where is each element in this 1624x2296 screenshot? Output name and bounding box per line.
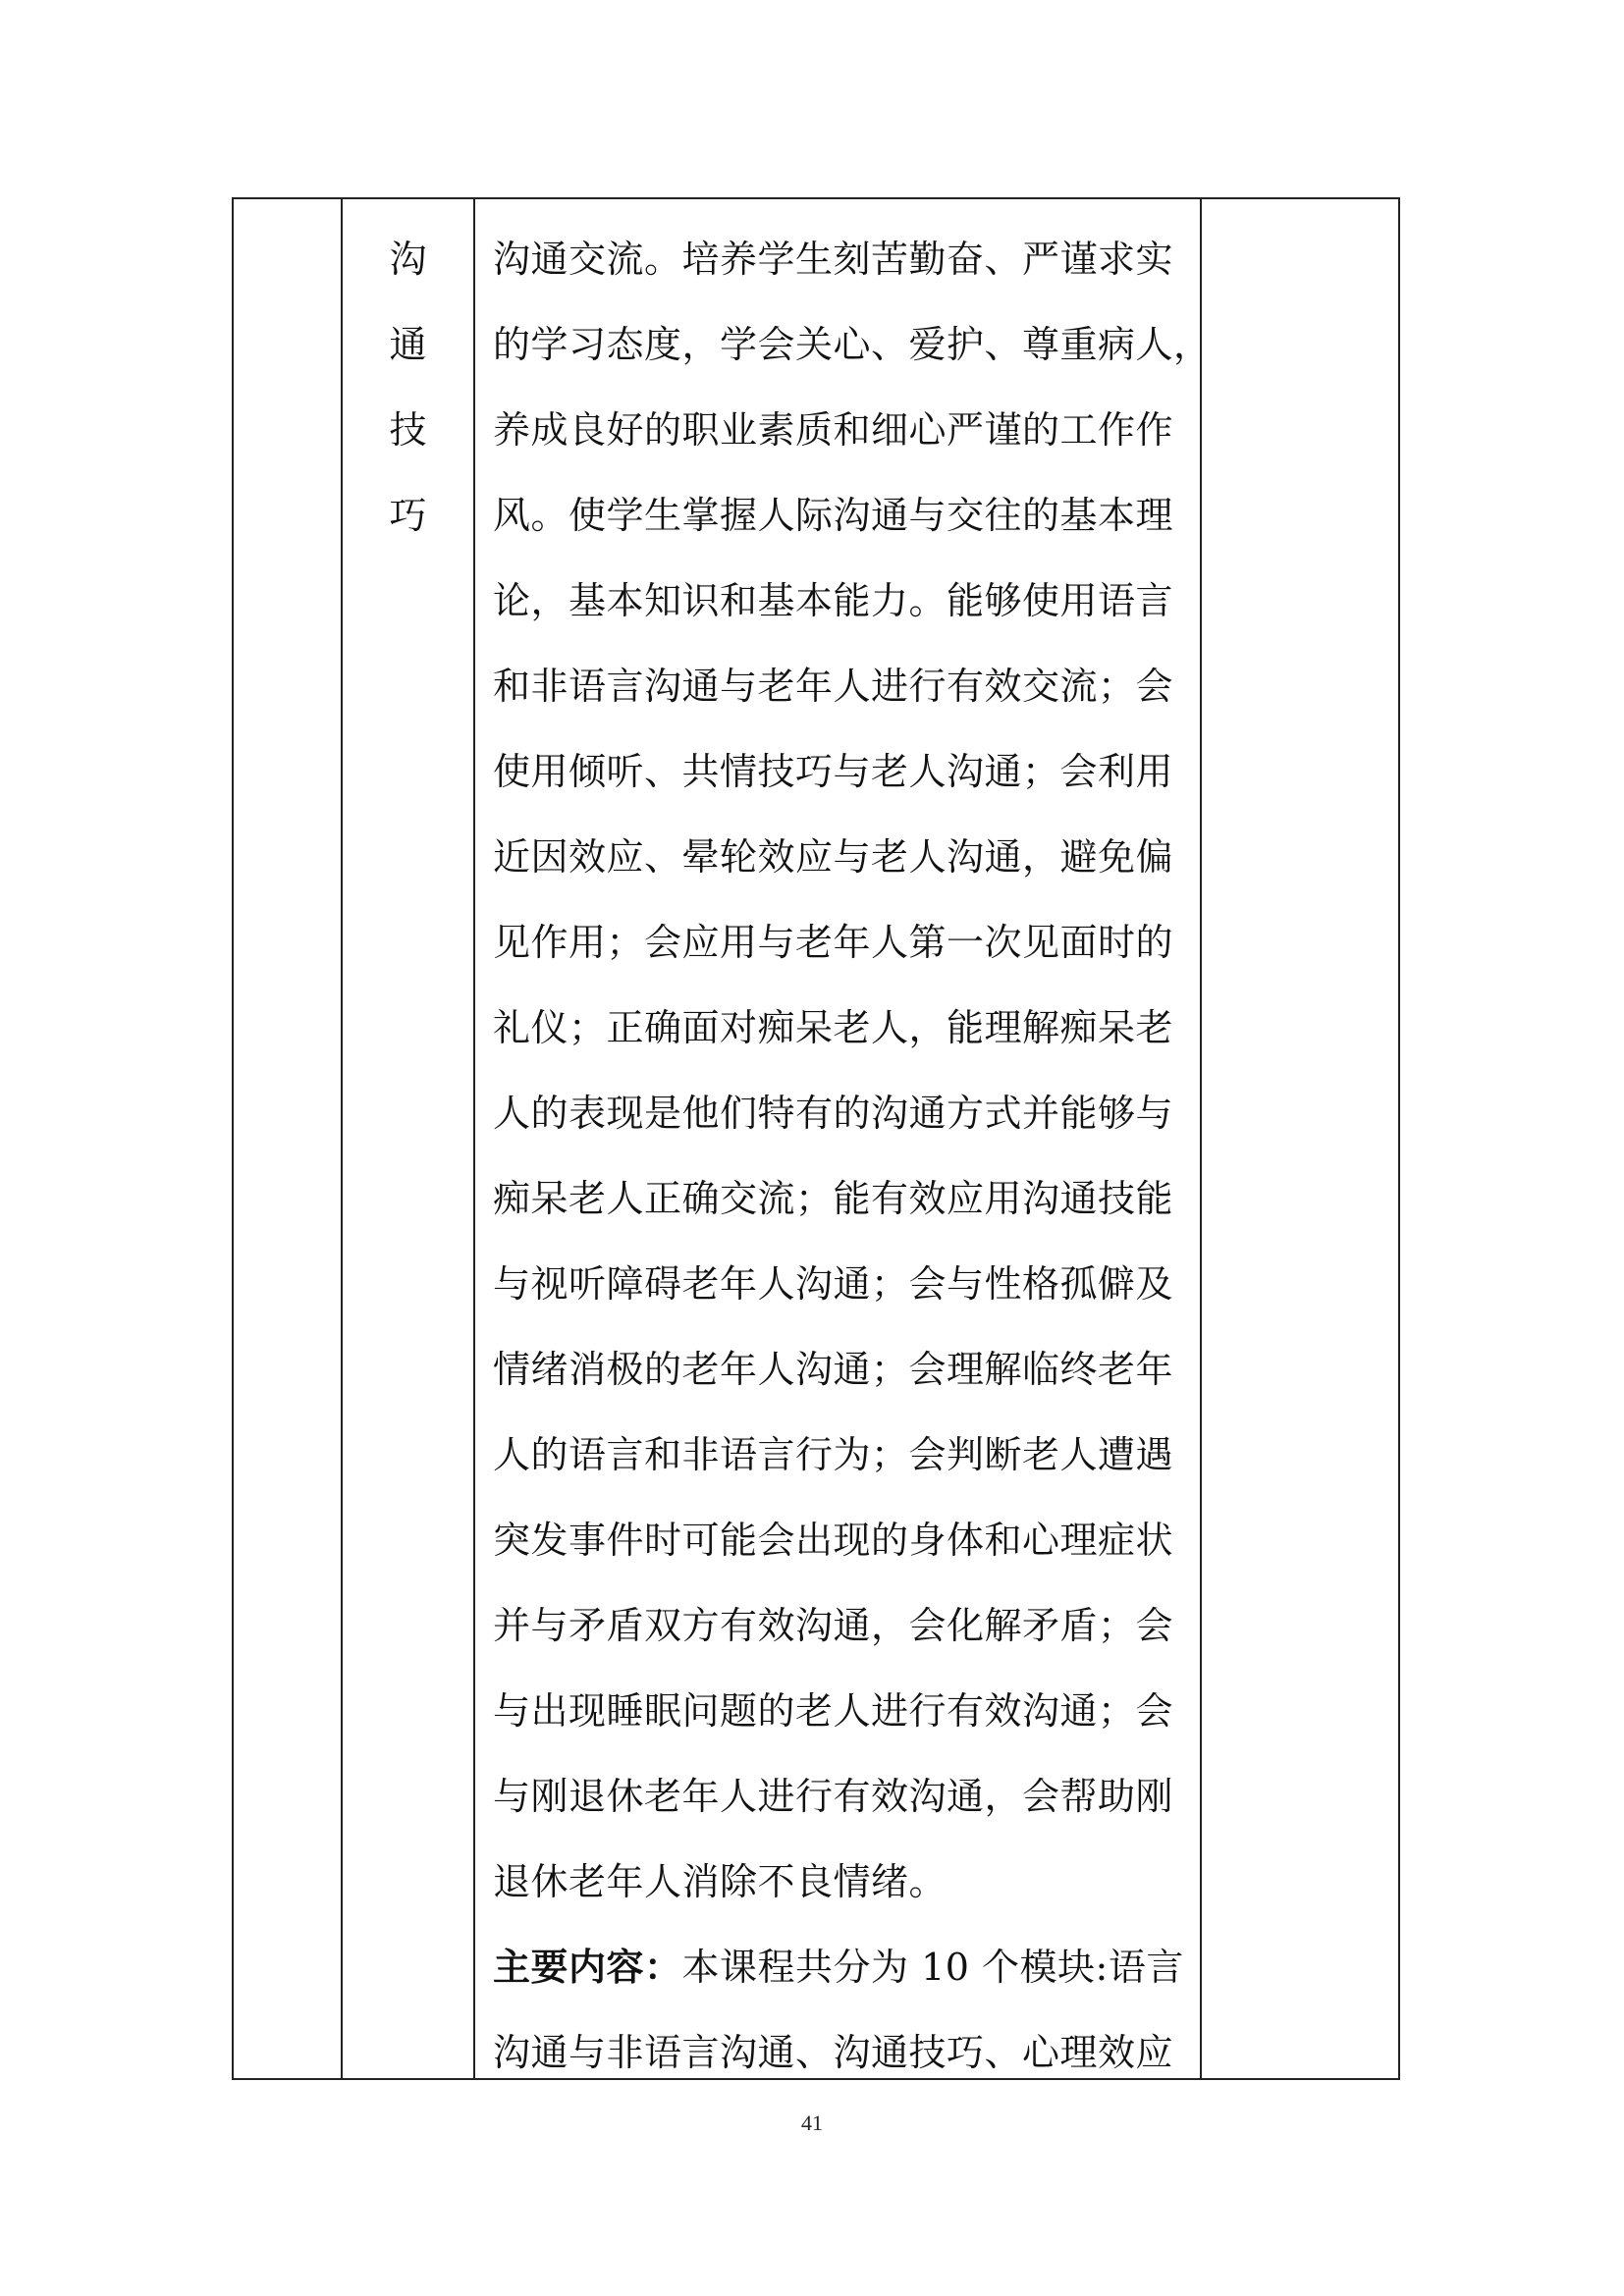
description-line: 突发事件时可能会出现的身体和心理症状 (493, 1519, 1174, 1562)
main-content-line (493, 1925, 1185, 2010)
main-content-text: 本课程共分为 10 个模块:语言 (681, 1946, 1184, 1989)
description-line: 与刚退休老年人进行有效沟通，会帮助刚 (493, 1775, 1174, 1818)
description-line: 痴呆老人正确交流；能有效应用沟通技能 (493, 1177, 1174, 1220)
description-line: 情绪消极的老年人沟通；会理解临终老年 (493, 1348, 1174, 1391)
description-line: 和非语言沟通与老年人进行有效交流；会 (493, 665, 1174, 708)
description-line: 论，基本知识和基本能力。能够使用语言 (493, 579, 1174, 622)
course-name-char: 巧 (389, 494, 427, 537)
course-name-cell (343, 217, 473, 559)
description-line: 见作用；会应用与老年人第一次见面时的 (493, 921, 1174, 964)
column-divider-3 (1200, 199, 1202, 2078)
description-line: 人的表现是他们特有的沟通方式并能够与 (493, 1092, 1174, 1135)
description-line: 的学习态度，学会关心、爱护、尊重病人， (493, 323, 1212, 366)
description-line: 沟通交流。培养学生刻苦勤奋、严谨求实 (493, 238, 1174, 281)
description-line: 礼仪；正确面对痴呆老人，能理解痴呆老 (493, 1006, 1174, 1049)
page-number: 41 (801, 2110, 823, 2135)
description-line: 并与矛盾双方有效沟通，会化解矛盾；会 (493, 1604, 1174, 1647)
description-line: 养成良好的职业素质和细心严谨的工作作 (493, 408, 1174, 452)
description-line: 人的语言和非语言行为；会判断老人遭遇 (493, 1433, 1174, 1476)
main-content-label: 主要内容： (493, 1946, 682, 1989)
course-name-char: 沟 (389, 238, 427, 281)
description-line: 退休老年人消除不良情绪。 (493, 1860, 947, 1903)
main-content-line: 沟通与非语言沟通、沟通技巧、心理效应 (493, 2031, 1174, 2074)
course-table (232, 197, 1400, 2080)
course-description-cell (493, 217, 1212, 2096)
course-name-char: 通 (389, 323, 427, 366)
description-line: 与出现睡眠问题的老人进行有效沟通；会 (493, 1689, 1174, 1733)
description-line: 风。使学生掌握人际沟通与交往的基本理 (493, 494, 1174, 537)
description-line: 使用倾听、共情技巧与老人沟通；会利用 (493, 750, 1174, 793)
course-name-char: 技 (389, 408, 427, 452)
column-divider-2 (473, 199, 475, 2078)
description-line: 与视听障碍老年人沟通；会与性格孤僻及 (493, 1262, 1174, 1306)
description-line: 近因效应、晕轮效应与老人沟通，避免偏 (493, 835, 1174, 879)
